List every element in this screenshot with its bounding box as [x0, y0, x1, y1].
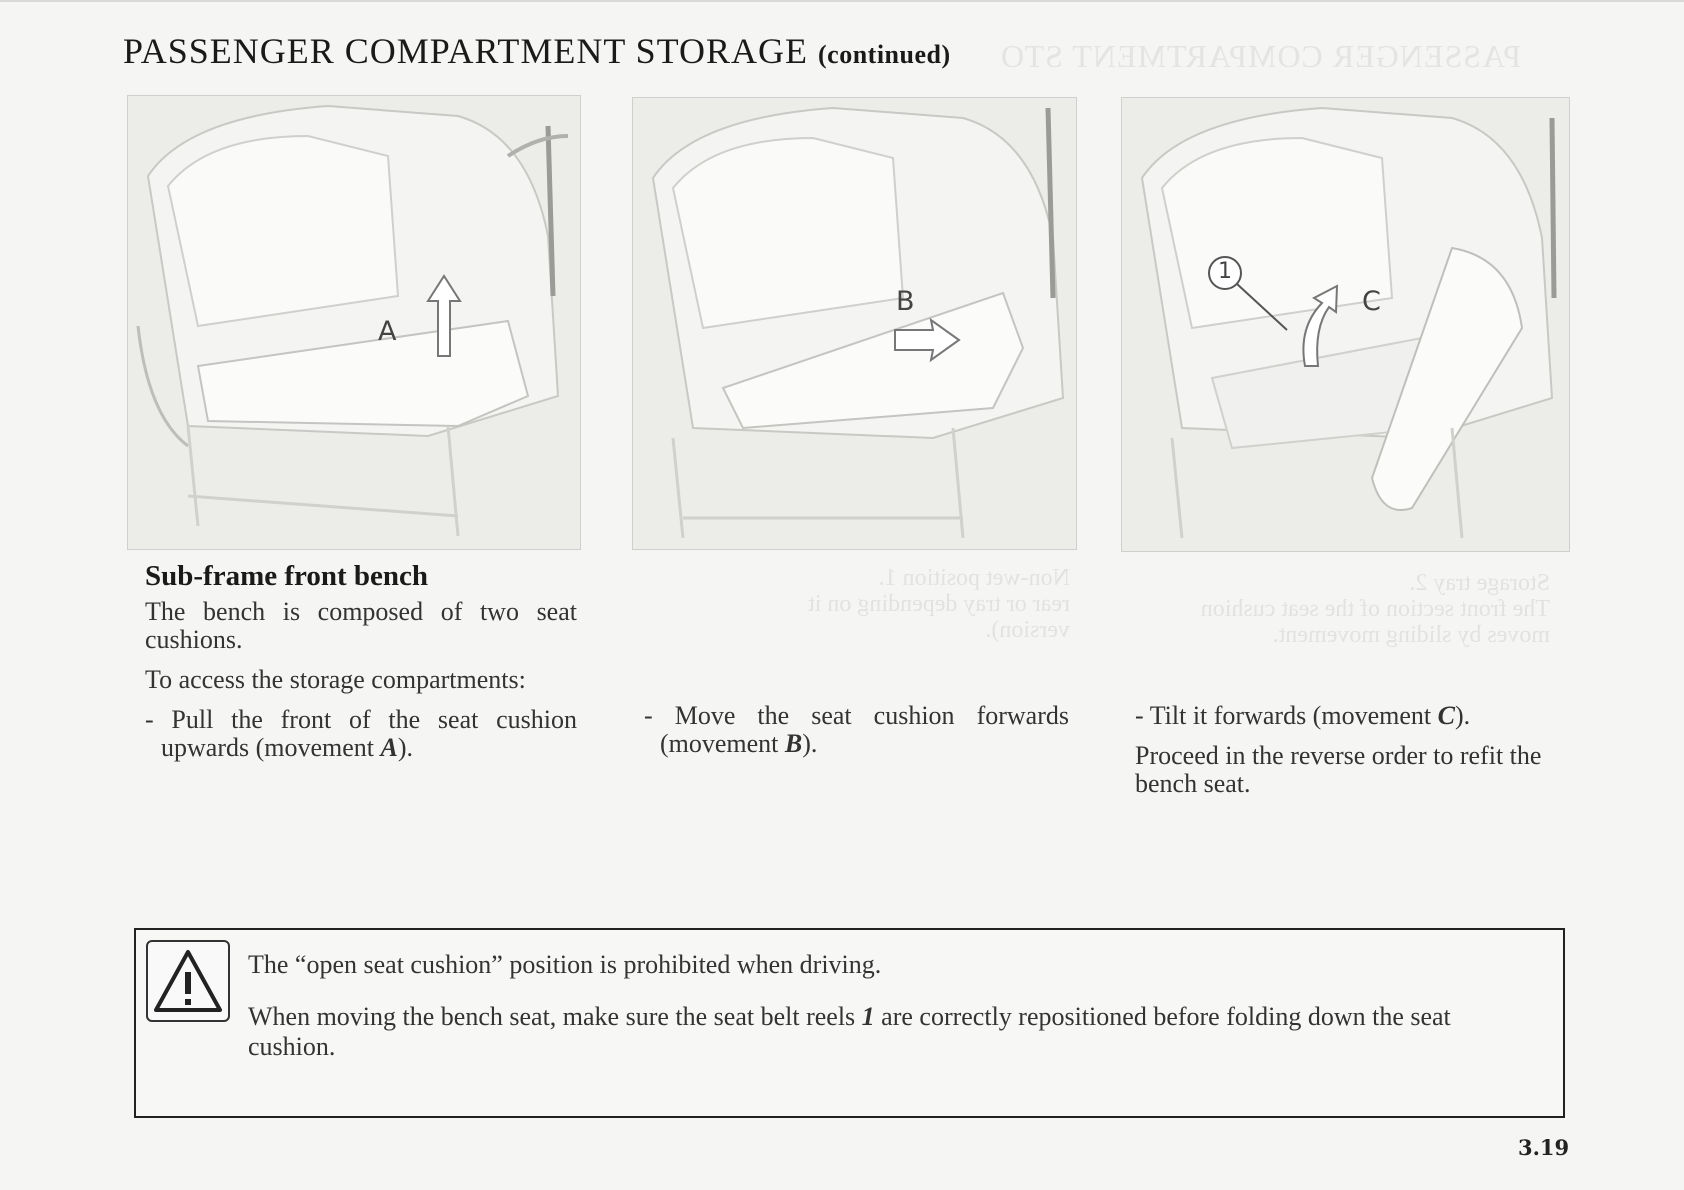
- figure-bench-forward: [632, 97, 1077, 550]
- refit-instruction: Proceed in the reverse order to refit the bench seat.: [1135, 741, 1542, 798]
- callout-b: B: [896, 286, 915, 317]
- warning-line-2: [248, 1002, 1543, 1062]
- bench-tilt-illustration: [1122, 98, 1569, 551]
- movement-ref-a: A: [380, 733, 398, 762]
- page-number: 3.19: [1518, 1135, 1570, 1160]
- step-move-text: - Move the seat cushion forwards (movement: [644, 701, 1069, 758]
- step-tilt-cushion: [1135, 702, 1560, 730]
- callout-a: A: [378, 316, 397, 347]
- movement-ref-c: C: [1437, 701, 1455, 730]
- step-move-cushion: [644, 702, 1069, 758]
- show-through-col2: Non-wet position 1. rear or tray depending on it version).: [808, 565, 1070, 643]
- warning-line-1: The “open seat cushion” position is prohibited when driving.: [248, 950, 882, 979]
- step-tilt-text: - Tilt it forwards (movement: [1135, 701, 1438, 730]
- reel-ref-1: 1: [861, 1002, 875, 1031]
- warning-line-2-end: are correctly repositioned before folding down the seat cushion.: [248, 1002, 1451, 1061]
- show-through-col3: Storage tray 2. The front section of the seat cushion moves by sliding movement.: [1200, 570, 1550, 648]
- movement-ref-b: B: [784, 729, 803, 758]
- show-through-title: PASSENGER COMPARTMENT STO: [1000, 38, 1522, 74]
- page-title: [123, 30, 951, 72]
- page-title-text: PASSENGER COMPARTMENT STORAGE: [123, 31, 809, 71]
- figure-bench-tilt: [1121, 97, 1570, 552]
- warning-box: [134, 928, 1565, 1118]
- top-rule: [0, 0, 1684, 2]
- figure-bench-lift: [127, 95, 581, 550]
- step-pull-text: - Pull the front of the seat cushion upwards (movement: [145, 705, 577, 762]
- warning-triangle-icon: [146, 940, 230, 1022]
- callout-c: C: [1362, 286, 1381, 317]
- step-move-end: ).: [802, 729, 818, 758]
- bench-lift-illustration: [128, 96, 580, 549]
- warning-triangle-glyph: [148, 942, 228, 1020]
- step-pull-cushion: [145, 706, 577, 762]
- warning-line-2-start: When moving the bench seat, make sure the seat belt reels: [248, 1002, 862, 1031]
- page-title-suffix: (continued): [818, 40, 951, 69]
- step-pull-end: ).: [397, 733, 414, 762]
- access-intro: To access the storage compartments:: [145, 665, 526, 694]
- bench-forward-illustration: [633, 98, 1076, 549]
- reel-number-1: 1: [1218, 259, 1232, 284]
- column-2-text: [644, 702, 1069, 770]
- bench-description: The bench is composed of two seat cushions.: [145, 597, 577, 654]
- step-tilt-end: ).: [1454, 701, 1471, 730]
- column-1-text: [145, 562, 577, 774]
- section-heading: Sub-frame front bench: [145, 560, 429, 592]
- column-3-text: [1135, 702, 1560, 810]
- warning-text: [248, 950, 1543, 1084]
